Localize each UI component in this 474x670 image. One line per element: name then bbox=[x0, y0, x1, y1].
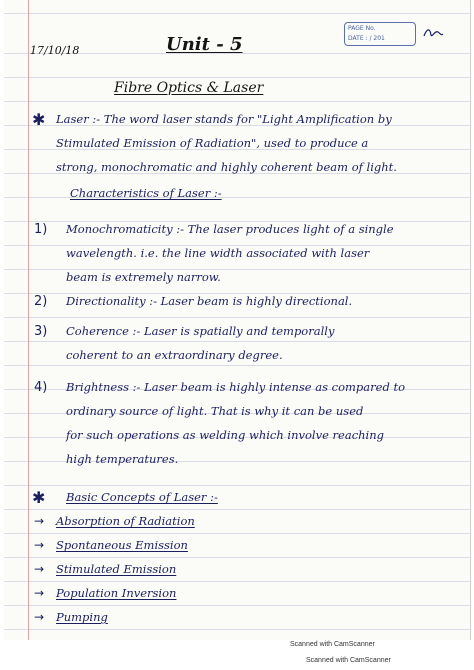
star-bullet-icon: ✱ bbox=[32, 110, 46, 129]
stamp-date-value: / 201 bbox=[369, 35, 385, 42]
laser-def-line2: Stimulated Emission of Radiation", used to produce a bbox=[56, 136, 369, 150]
item-line: beam is extremely narrow. bbox=[66, 270, 221, 284]
arrow-right-icon: → bbox=[34, 514, 45, 528]
item-line: ordinary source of light. That is why it can be used bbox=[66, 404, 364, 418]
concept-item: Absorption of Radiation bbox=[56, 514, 195, 528]
page-date-stamp bbox=[344, 22, 416, 46]
header-date: 17/10/18 bbox=[30, 44, 80, 57]
concept-item: Stimulated Emission bbox=[56, 562, 177, 576]
item-line: for such operations as welding which involve reaching bbox=[66, 428, 385, 442]
item-line: Directionality :- Laser beam is highly directional. bbox=[66, 294, 353, 308]
basic-concepts-heading: Basic Concepts of Laser :- bbox=[66, 490, 218, 504]
unit-title: Unit - 5 bbox=[166, 34, 243, 55]
notebook-page bbox=[4, 0, 471, 640]
arrow-right-icon: → bbox=[34, 586, 45, 600]
item-line: high temperatures. bbox=[66, 452, 179, 466]
scanner-watermark: Scanned with CamScanner bbox=[290, 641, 375, 648]
item-number: 1) bbox=[34, 222, 48, 237]
concept-item: Spontaneous Emission bbox=[56, 538, 188, 552]
arrow-right-icon: → bbox=[34, 610, 45, 624]
item-line: Coherence :- Laser is spatially and temporally bbox=[66, 324, 335, 338]
item-line: coherent to an extraordinary degree. bbox=[66, 348, 283, 362]
arrow-right-icon: → bbox=[34, 562, 45, 576]
item-number: 4) bbox=[34, 380, 48, 395]
laser-def-line3: strong, monochromatic and highly coherent beam of light. bbox=[56, 160, 397, 174]
item-line: Monochromaticity :- The laser produces light of a single bbox=[66, 222, 394, 236]
margin-line bbox=[28, 0, 29, 640]
item-number: 2) bbox=[34, 294, 48, 309]
characteristics-heading: Characteristics of Laser :- bbox=[70, 186, 222, 200]
stamp-page-label: PAGE No. bbox=[348, 25, 376, 32]
star-bullet-icon: ✱ bbox=[32, 488, 46, 507]
item-number: 3) bbox=[34, 324, 48, 339]
concept-item: Population Inversion bbox=[56, 586, 177, 600]
scanner-watermark: Scanned with CamScanner bbox=[306, 657, 391, 664]
subtitle: Fibre Optics & Laser bbox=[114, 80, 264, 96]
concept-item: Pumping bbox=[56, 610, 108, 624]
item-line: wavelength. i.e. the line width associated with laser bbox=[66, 246, 370, 260]
signature-mark bbox=[422, 26, 444, 40]
arrow-right-icon: → bbox=[34, 538, 45, 552]
item-line: Brightness :- Laser beam is highly intense as compared to bbox=[66, 380, 406, 394]
laser-def-line1: Laser :- The word laser stands for "Light Amplification by bbox=[56, 112, 392, 126]
stamp-date-label: DATE : bbox=[348, 35, 368, 42]
